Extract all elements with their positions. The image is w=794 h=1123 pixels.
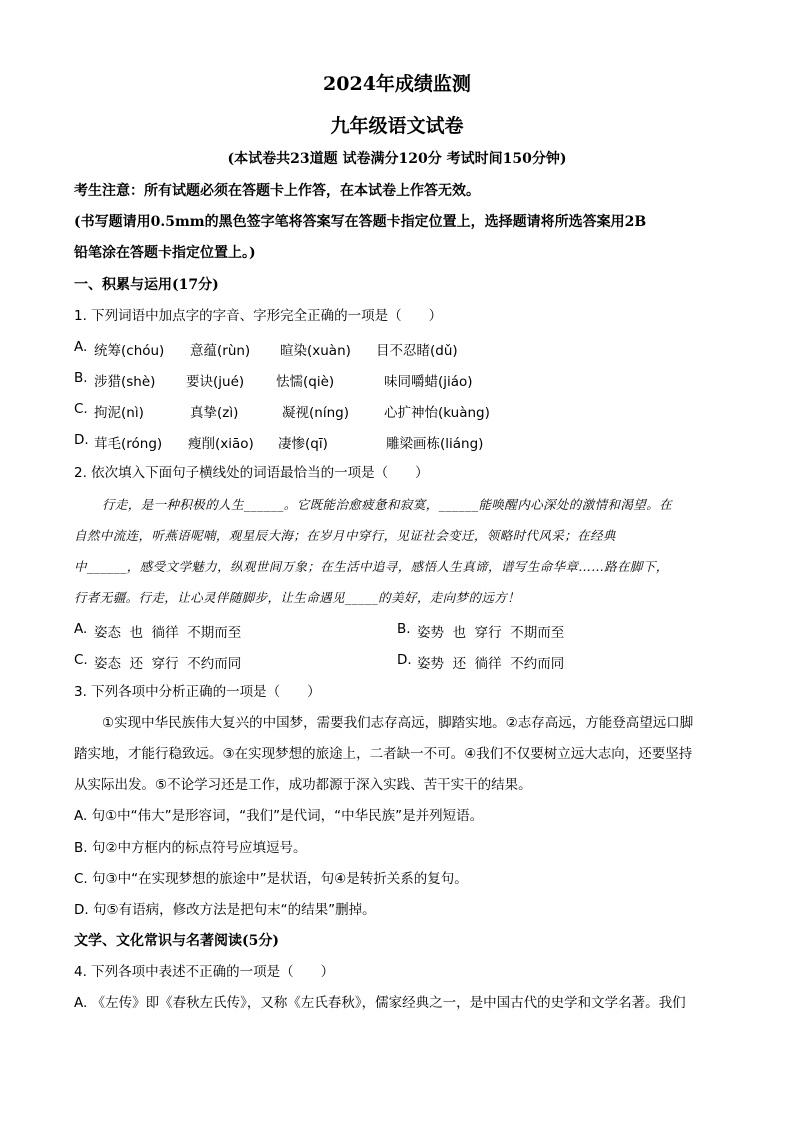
notice-line-3: 铅笔涂在答题卡指定位置上。) <box>74 245 256 261</box>
option-label: A. <box>74 621 88 637</box>
option-word: 心扩神怡(kuàng) <box>384 405 490 421</box>
q4-stem: 4. 下列各项中表述不正确的一项是（ ） <box>74 964 335 980</box>
section-heading-2: 文学、文化常识与名著阅读(5分) <box>74 933 279 949</box>
option-label: C. <box>74 652 88 668</box>
option-label: D. <box>74 432 89 448</box>
q1-stem: 1. 下列词语中加点字的字音、字形完全正确的一项是（ ） <box>74 308 443 324</box>
q4-option-a: A. 《左传》即《春秋左氏传》，又称《左氏春秋》，儒家经典之一，是中国古代的史学和文学名著。我们 <box>74 995 686 1011</box>
option-word: 目不忍睹(dǔ) <box>376 343 458 359</box>
q2-passage-line: 中______，感受文学魅力，纵观世间万象；在生活中追寻，感悟人生真谛，谱写生命华章……路在脚下， <box>74 559 669 574</box>
q3-option-b: B. 句②中方框内的标点符号应填逗号。 <box>74 840 307 856</box>
option-word: 统筹(chóu) <box>94 343 165 359</box>
option-word: 茸毛(róng) <box>94 436 163 452</box>
option-text: 姿势 还 徜徉 不约而同 <box>417 656 565 672</box>
option-word: 凄惨(qī) <box>278 436 328 452</box>
q3-option-d: D. 句⑤有语病，修改方法是把句末“的结果”删掉。 <box>74 902 376 918</box>
q2-passage-line: 行走，是一种积极的人生______。它既能治愈疲惫和寂寞，______能唤醒内心深处的激情和渴望。在 <box>102 497 673 512</box>
option-word: 要诀(jué) <box>186 374 245 390</box>
option-label: A. <box>74 339 88 355</box>
option-word: 凝视(níng) <box>282 405 349 421</box>
option-word: 涉猎(shè) <box>94 374 156 390</box>
option-word: 暄染(xuàn) <box>280 343 351 359</box>
option-word: 味同嚼蜡(jiáo) <box>384 374 473 390</box>
option-word: 意蕴(rùn) <box>190 343 251 359</box>
q3-passage-line: 从实际出发。⑤不论学习还是工作，成功都源于深入实践、苦干实干的结果。 <box>74 777 532 793</box>
option-text: 姿态 还 穿行 不约而同 <box>94 656 242 672</box>
option-word: 雕梁画栋(liáng) <box>386 436 484 452</box>
page-subtitle: 九年级语文试卷 <box>330 115 464 137</box>
option-label: B. <box>397 621 411 637</box>
exam-info: (本试卷共23道题 试卷满分120分 考试时间150分钟) <box>227 151 567 167</box>
option-label: C. <box>74 401 88 417</box>
option-word: 怯懦(qiè) <box>276 374 335 390</box>
page-title: 2024年成绩监测 <box>323 73 471 95</box>
q2-stem: 2. 依次填入下面句子横线处的词语最恰当的一项是（ ） <box>74 465 429 481</box>
q3-stem: 3. 下列各项中分析正确的一项是（ ） <box>74 684 321 700</box>
option-word: 真挚(zì) <box>190 405 239 421</box>
option-word: 瘦削(xiāo) <box>188 436 254 452</box>
q3-passage-line: 踏实地，才能行稳致远。③在实现梦想的旅途上，二者缺一不可。④我们不仅要树立远大志向，还要坚持 <box>74 746 693 762</box>
option-label: B. <box>74 370 88 386</box>
option-text: 姿势 也 穿行 不期而至 <box>417 625 565 641</box>
notice-line-2: (书写题请用0.5mm的黑色签字笔将答案写在答题卡指定位置上，选择题请将所选答案用2B <box>74 214 647 230</box>
q2-passage-line: 行者无疆。行走，让心灵伴随脚步，让生命遇见_____的美好，走向梦的远方！ <box>74 590 521 605</box>
q3-option-a: A. 句①中“伟大”是形容词，“我们”是代词，“中华民族”是并列短语。 <box>74 808 484 824</box>
option-text: 姿态 也 徜徉 不期而至 <box>94 625 242 641</box>
notice-line-1: 考生注意：所有试题必须在答题卡上作答，在本试卷上作答无效。 <box>74 183 480 199</box>
section-heading-1: 一、积累与运用(17分) <box>74 277 219 293</box>
q3-option-c: C. 句③中“在实现梦想的旅途中”是状语，句④是转折关系的复句。 <box>74 871 468 887</box>
option-label: D. <box>397 652 412 668</box>
q3-passage-line: ①实现中华民族伟大复兴的中国梦，需要我们志存高远，脚踏实地。②志存高远，方能登高望远口脚 <box>102 715 694 731</box>
option-word: 拘泥(nì) <box>94 405 144 421</box>
q2-passage-line: 自然中流连，听燕语呢喃，观星辰大海；在岁月中穿行，见证社会变迁，领略时代风采；在经典 <box>74 528 616 543</box>
